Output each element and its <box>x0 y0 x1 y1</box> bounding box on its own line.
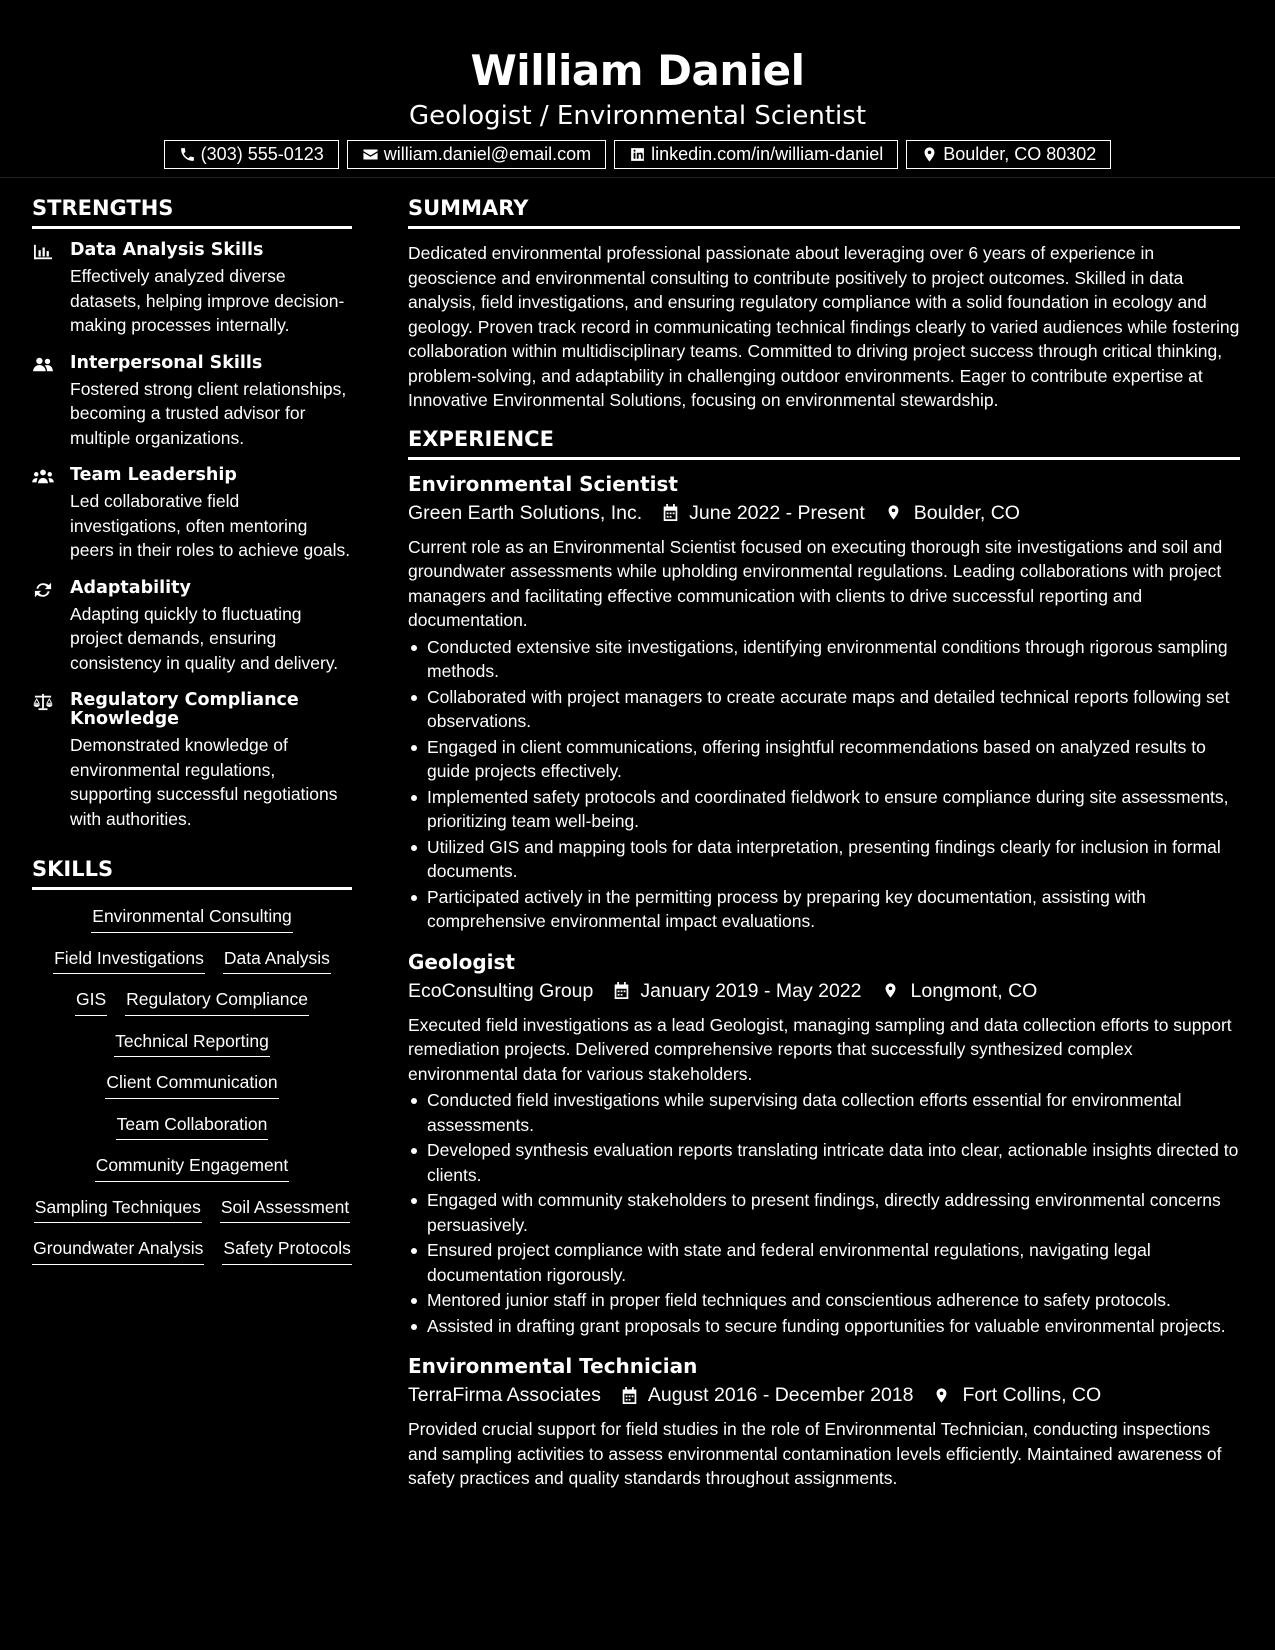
job-bullet: Engaged in client communications, offering insightful recommendations based on analyzed results to guide projects effectively. <box>408 735 1240 784</box>
job-company: Green Earth Solutions, Inc. <box>408 501 643 524</box>
skills-heading: SKILLS <box>32 857 352 890</box>
job-bullet: Conducted field investigations while supervising data collection efforts essential for environmental assessments. <box>408 1088 1240 1137</box>
job-bullets <box>408 1088 1240 1338</box>
job-meta <box>408 979 1240 1003</box>
candidate-title: Geologist / Environmental Scientist <box>408 101 867 131</box>
strength-item <box>32 241 352 338</box>
right-column <box>408 196 1240 1507</box>
strength-desc: Led collaborative field investigations, often mentoring peers in their roles to achieve goals. <box>70 491 351 561</box>
job-bullet: Engaged with community stakeholders to present findings, directly addressing environmental concerns persuasively. <box>408 1188 1240 1237</box>
skills-list <box>32 902 352 1265</box>
job-location: Boulder, CO <box>913 501 1020 524</box>
strength-name: Regulatory Compliance Knowledge <box>70 690 299 730</box>
strength-item <box>32 466 352 563</box>
job-dates: January 2019 - May 2022 <box>640 979 862 1002</box>
skill-tag: Regulatory Compliance <box>125 991 309 1016</box>
job-meta <box>408 1383 1240 1407</box>
skill-tag: Environmental Consulting <box>91 908 292 933</box>
skill-tag: Field Investigations <box>53 950 205 975</box>
contact-phone[interactable] <box>164 140 339 169</box>
job-bullets <box>408 635 1240 934</box>
calendar-icon <box>642 503 689 522</box>
contact-email[interactable] <box>347 140 606 169</box>
job-company: TerraFirma Associates <box>408 1384 601 1407</box>
job-bullet: Collaborated with project managers to create accurate maps and detailed technical reports following set observations. <box>408 685 1240 734</box>
strengths-list <box>32 241 352 831</box>
strength-item <box>32 579 352 676</box>
contact-phone-text: (303) 555-0123 <box>200 144 324 165</box>
job-company: EcoConsulting Group <box>408 979 594 1002</box>
job-meta <box>408 501 1240 525</box>
job-title: Environmental Technician <box>408 1354 698 1379</box>
linkedin-icon <box>629 146 646 163</box>
bar-chart-icon <box>32 241 56 338</box>
job-bullet: Ensured project compliance with state and federal environmental regulations, navigating legal documentation rigorously. <box>408 1238 1240 1287</box>
strength-desc: Demonstrated knowledge of environmental regulations, supporting successful negotiations with authorities. <box>70 735 338 829</box>
skill-tag: Client Communication <box>105 1074 278 1099</box>
map-pin-icon <box>921 146 938 163</box>
job-title: Environmental Scientist <box>408 471 678 496</box>
skill-tag: GIS <box>75 991 107 1016</box>
job-bullet: Implemented safety protocols and coordinated fieldwork to ensure compliance during site assessments, prioritizing team well-being. <box>408 785 1240 834</box>
map-pin-icon <box>862 981 911 1000</box>
job-dates: June 2022 - Present <box>689 501 865 524</box>
summary-heading: SUMMARY <box>408 196 1240 229</box>
job-bullet: Mentored junior staff in proper field techniques and conscientious adherence to safety protocols. <box>408 1288 1240 1313</box>
job-entry <box>408 472 1240 934</box>
skill-tag: Technical Reporting <box>114 1033 270 1058</box>
job-entry <box>408 1354 1240 1491</box>
job-description: Provided crucial support for field studies in the role of Environmental Technician, conducting inspections and sampling activities to assess environmental contamination levels efficiently. Maintained awareness of safety practices and quality standards throughout assignments. <box>408 1419 1222 1489</box>
balance-scale-icon <box>32 691 56 831</box>
strength-desc: Fostered strong client relationships, becoming a trusted advisor for multiple organizations. <box>70 378 347 448</box>
strength-name: Data Analysis Skills <box>70 240 264 261</box>
calendar-icon <box>601 1386 648 1405</box>
job-bullet: Assisted in drafting grant proposals to secure funding opportunities for valuable environmental projects. <box>408 1314 1240 1339</box>
job-description: Executed field investigations as a lead Geologist, managing sampling and data collection efforts to support remediation projects. Delivered comprehensive reports that successfully synthesized complex environmental data for various stakeholders. <box>408 1014 1232 1084</box>
strength-desc: Effectively analyzed diverse datasets, helping improve decision-making processes internally. <box>70 266 345 336</box>
skill-tag: Safety Protocols <box>222 1240 351 1265</box>
candidate-name: William Daniel <box>470 46 805 95</box>
phone-icon <box>179 146 196 163</box>
resume-header <box>0 0 1275 178</box>
contact-email-text: william.daniel@email.com <box>383 144 592 165</box>
strength-item <box>32 354 352 451</box>
contact-linkedin[interactable] <box>614 140 898 169</box>
left-column <box>32 196 352 1265</box>
strength-name: Team Leadership <box>70 465 237 486</box>
strength-name: Adaptability <box>70 577 191 598</box>
skill-tag: Sampling Techniques <box>34 1199 202 1224</box>
calendar-icon <box>593 981 640 1000</box>
job-bullet: Conducted extensive site investigations, identifying environmental conditions through rigorous sampling methods. <box>408 635 1240 684</box>
user-pair-icon <box>32 354 56 451</box>
summary-text: Dedicated environmental professional passionate about leveraging over 6 years of experience in geoscience and environmental consulting to contribute positively to project outcomes. Skilled in data analysis, field investigations, and ensuring regulatory compliance with a solid foundation in ecology and geology. Proven track record in communicating technical findings clearly to varied audiences while fostering collaboration within multidisciplinary teams. Committed to driving project success through critical thinking, problem-solving, and adaptability in challenging outdoor environments. Eager to contribute expertise at Innovative Environmental Solutions, focusing on environmental stewardship. <box>408 243 1240 411</box>
job-entry <box>408 950 1240 1339</box>
strengths-heading: STRENGTHS <box>32 196 352 229</box>
job-location: Fort Collins, CO <box>962 1384 1102 1407</box>
skill-tag: Community Engagement <box>95 1157 290 1182</box>
contact-location-text: Boulder, CO 80302 <box>943 144 1097 165</box>
job-dates: August 2016 - December 2018 <box>647 1384 914 1407</box>
contact-location[interactable] <box>906 140 1111 169</box>
job-description: Current role as an Environmental Scientist focused on executing thorough site investigations and soil and groundwater assessments while upholding environmental regulations. Leading collaborations with project managers and facilitating effective communication with clients to drive successful reporting and documentation. <box>408 536 1223 631</box>
sync-icon <box>32 579 56 676</box>
skill-tag: Data Analysis <box>223 950 331 975</box>
skill-tag: Groundwater Analysis <box>32 1240 204 1265</box>
strength-name: Interpersonal Skills <box>70 352 263 373</box>
experience-heading: EXPERIENCE <box>408 427 1240 460</box>
strength-desc: Adapting quickly to fluctuating project demands, ensuring consistency in quality and delivery. <box>70 603 339 673</box>
strength-item <box>32 691 352 831</box>
contact-bar <box>0 140 1275 169</box>
job-bullet: Participated actively in the permitting process by preparing key documentation, assisting with comprehensive environmental impact evaluations. <box>408 885 1240 934</box>
job-bullet: Developed synthesis evaluation reports translating intricate data into clear, actionable insights directed to clients. <box>408 1138 1240 1187</box>
skill-tag: Team Collaboration <box>116 1116 269 1141</box>
skill-tag: Soil Assessment <box>220 1199 350 1224</box>
contact-linkedin-text: linkedin.com/in/william-daniel <box>651 144 884 165</box>
map-pin-icon <box>865 503 914 522</box>
envelope-icon <box>362 146 379 163</box>
job-bullet: Utilized GIS and mapping tools for data interpretation, presenting findings clearly for inclusion in formal documents. <box>408 835 1240 884</box>
map-pin-icon <box>913 1386 962 1405</box>
job-title: Geologist <box>408 949 515 974</box>
job-location: Longmont, CO <box>910 979 1038 1002</box>
users-group-icon <box>32 466 56 563</box>
